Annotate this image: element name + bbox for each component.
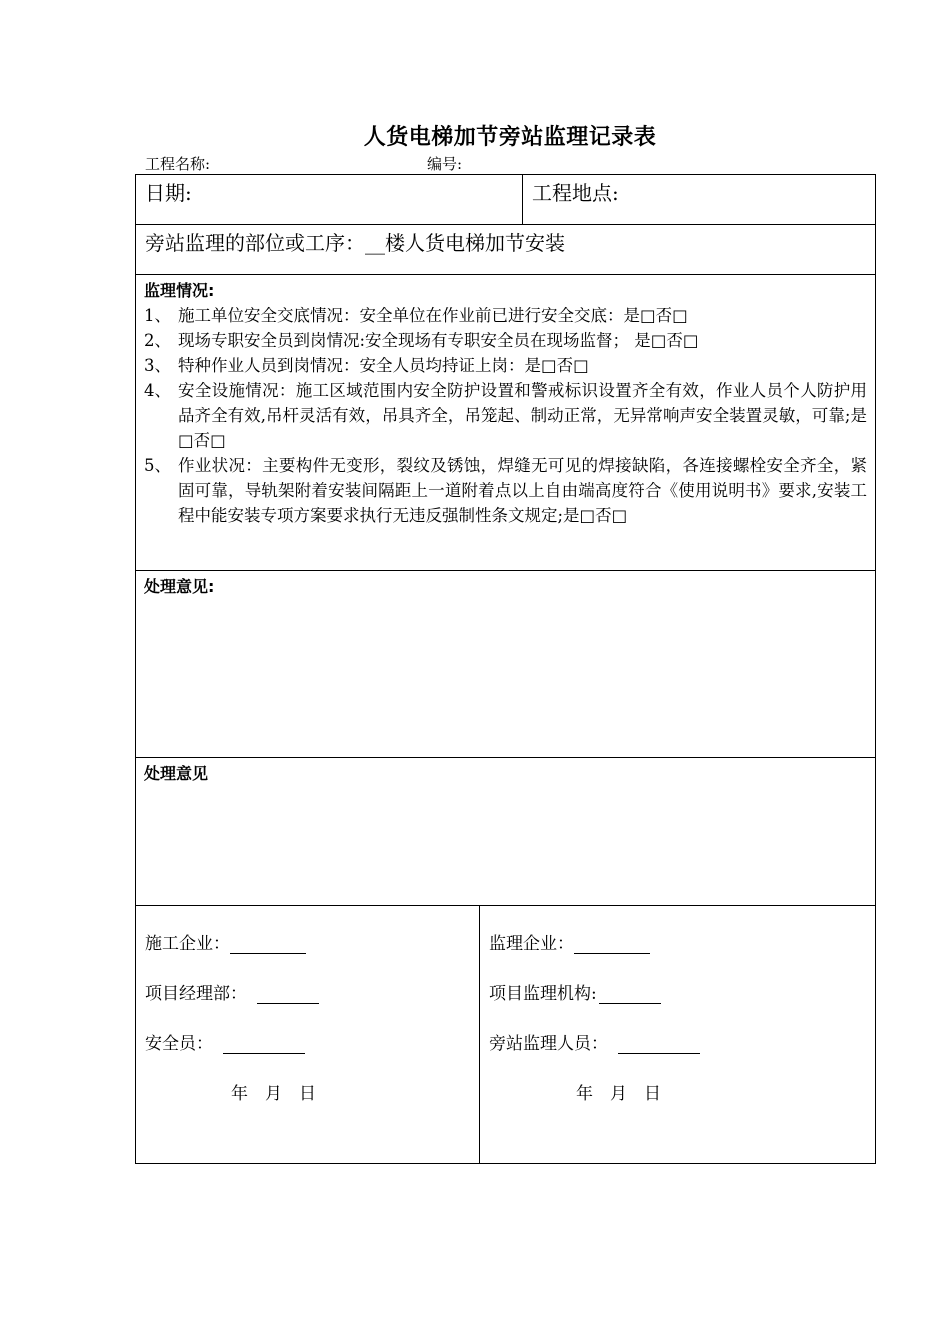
signature-left — [136, 906, 480, 1163]
supervisor-field: 旁站监理人员： — [489, 1029, 700, 1054]
project-dept-field: 项目经理部： — [145, 979, 319, 1004]
supervision-company-field: 监理企业： — [489, 929, 650, 954]
opinion-heading-1: 处理意见: — [144, 577, 215, 596]
list-item: 2、 现场专职安全员到岗情况:安全现场有专职安全员在现场监督； 是□否□ — [144, 331, 699, 350]
safety-officer-field: 安全员： — [145, 1029, 305, 1054]
date-line-left: 年 月 日 — [231, 1084, 316, 1104]
row-signatures — [136, 906, 875, 1163]
list-item: 3、 特种作业人员到岗情况：安全人员均持证上岗：是□否□ — [144, 356, 589, 375]
opinion-heading-2: 处理意见 — [144, 764, 209, 783]
list-item: 1、 施工单位安全交底情况：安全单位在作业前已进行安全交底：是□否□ — [144, 306, 688, 325]
position-value: 楼人货电梯加节安装 — [385, 231, 565, 255]
position-label: 旁站监理的部位或工序： — [145, 231, 365, 255]
construction-company-field: 施工企业： — [145, 929, 306, 954]
project-name-label: 工程名称: — [145, 155, 211, 173]
list-item: 4、 安全设施情况：施工区域范围内安全防护设置和警戒标识设置齐全有效，作业人员个人防护用品齐全有效,吊杆灵活有效，吊具齐全，吊笼起、制动正常，无异常响声安全装置灵敏，可靠;是□否□ — [144, 381, 867, 450]
supervision-list — [144, 303, 867, 528]
row-opinion-1 — [136, 571, 875, 758]
position-blank: __ — [365, 231, 385, 255]
number-label: 编号: — [427, 155, 463, 173]
row-supervision — [136, 275, 875, 571]
location-label: 工程地点: — [532, 181, 619, 205]
supervision-org-field: 项目监理机构: — [489, 979, 661, 1004]
page-title: 人货电梯加节旁站监理记录表 — [363, 124, 657, 150]
supervision-heading: 监理情况: — [144, 281, 215, 300]
row-position — [136, 225, 875, 275]
date-line-right: 年 月 日 — [576, 1084, 661, 1104]
signature-right — [480, 906, 877, 1163]
date-label: 日期: — [145, 181, 192, 205]
list-item: 5、 作业状况：主要构件无变形，裂纹及锈蚀，焊缝无可见的焊接缺陷，各连接螺栓安全齐全，紧固可靠，导轨架附着安装间隔距上一道附着点以上自由端高度符合《使用说明书》要求,安装工程中能安装专项方案要求执行无违反强制性条文规定;是□否□ — [144, 456, 867, 525]
record-table — [135, 174, 876, 1164]
row-opinion-2 — [136, 758, 875, 906]
row-date-location — [136, 175, 875, 225]
